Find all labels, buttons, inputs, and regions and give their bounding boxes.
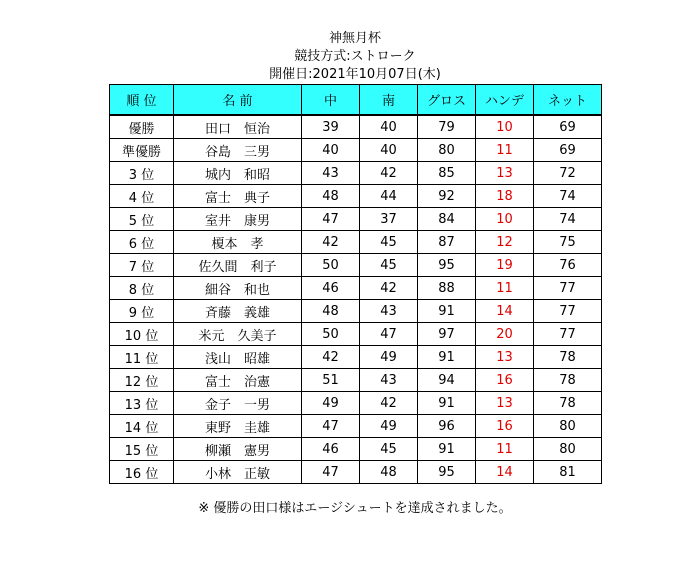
player-name-cell: 室井 康男 xyxy=(174,208,302,231)
rank-cell: 13 位 xyxy=(110,392,174,415)
table-row xyxy=(110,162,602,185)
rank-cell: 3 位 xyxy=(110,162,174,185)
net-cell: 78 xyxy=(534,392,602,415)
out-score-cell: 47 xyxy=(302,415,360,438)
col-out-header: 中 xyxy=(302,85,360,116)
col-in-header: 南 xyxy=(360,85,418,116)
out-score-cell: 46 xyxy=(302,277,360,300)
net-cell: 74 xyxy=(534,208,602,231)
in-score-cell: 44 xyxy=(360,185,418,208)
rank-cell: 5 位 xyxy=(110,208,174,231)
handicap-cell: 18 xyxy=(476,185,534,208)
in-score-cell: 37 xyxy=(360,208,418,231)
handicap-cell: 11 xyxy=(476,139,534,162)
gross-cell: 91 xyxy=(418,438,476,461)
out-score-cell: 47 xyxy=(302,461,360,484)
rank-cell: 準優勝 xyxy=(110,139,174,162)
table-row xyxy=(110,185,602,208)
net-cell: 80 xyxy=(534,438,602,461)
handicap-cell: 13 xyxy=(476,346,534,369)
table-row xyxy=(110,346,602,369)
net-cell: 78 xyxy=(534,369,602,392)
player-name-cell: 柳瀬 憲男 xyxy=(174,438,302,461)
gross-cell: 95 xyxy=(418,254,476,277)
gross-cell: 97 xyxy=(418,323,476,346)
table-row xyxy=(110,438,602,461)
gross-cell: 96 xyxy=(418,415,476,438)
table-row xyxy=(110,231,602,254)
in-score-cell: 42 xyxy=(360,162,418,185)
player-name-cell: 金子 一男 xyxy=(174,392,302,415)
in-score-cell: 45 xyxy=(360,254,418,277)
player-name-cell: 城内 和昭 xyxy=(174,162,302,185)
out-score-cell: 46 xyxy=(302,438,360,461)
handicap-cell: 16 xyxy=(476,369,534,392)
table-row xyxy=(110,300,602,323)
col-gross-header: グロス xyxy=(418,85,476,116)
out-score-cell: 48 xyxy=(302,185,360,208)
gross-cell: 87 xyxy=(418,231,476,254)
rank-cell: 16 位 xyxy=(110,461,174,484)
table-row xyxy=(110,461,602,484)
col-handicap-header: ハンデ xyxy=(476,85,534,116)
table-row xyxy=(110,277,602,300)
rank-cell: 9 位 xyxy=(110,300,174,323)
net-cell: 76 xyxy=(534,254,602,277)
gross-cell: 88 xyxy=(418,277,476,300)
gross-cell: 91 xyxy=(418,346,476,369)
out-score-cell: 48 xyxy=(302,300,360,323)
in-score-cell: 45 xyxy=(360,231,418,254)
net-cell: 80 xyxy=(534,415,602,438)
player-name-cell: 細谷 和也 xyxy=(174,277,302,300)
net-cell: 77 xyxy=(534,323,602,346)
net-cell: 81 xyxy=(534,461,602,484)
handicap-cell: 11 xyxy=(476,277,534,300)
rank-cell: 12 位 xyxy=(110,369,174,392)
player-name-cell: 佐久間 利子 xyxy=(174,254,302,277)
gross-cell: 92 xyxy=(418,185,476,208)
out-score-cell: 49 xyxy=(302,392,360,415)
gross-cell: 95 xyxy=(418,461,476,484)
in-score-cell: 42 xyxy=(360,277,418,300)
in-score-cell: 49 xyxy=(360,346,418,369)
out-score-cell: 50 xyxy=(302,254,360,277)
net-cell: 69 xyxy=(534,115,602,139)
in-score-cell: 45 xyxy=(360,438,418,461)
rank-cell: 11 位 xyxy=(110,346,174,369)
player-name-cell: 斉藤 義雄 xyxy=(174,300,302,323)
table-row xyxy=(110,208,602,231)
net-cell: 78 xyxy=(534,346,602,369)
gross-cell: 80 xyxy=(418,139,476,162)
table-row xyxy=(110,115,602,139)
out-score-cell: 40 xyxy=(302,139,360,162)
in-score-cell: 49 xyxy=(360,415,418,438)
handicap-cell: 10 xyxy=(476,115,534,139)
out-score-cell: 47 xyxy=(302,208,360,231)
handicap-cell: 13 xyxy=(476,162,534,185)
out-score-cell: 39 xyxy=(302,115,360,139)
player-name-cell: 谷島 三男 xyxy=(174,139,302,162)
in-score-cell: 42 xyxy=(360,392,418,415)
player-name-cell: 榎本 孝 xyxy=(174,231,302,254)
table-row xyxy=(110,392,602,415)
table-row xyxy=(110,323,602,346)
out-score-cell: 42 xyxy=(302,231,360,254)
rank-cell: 14 位 xyxy=(110,415,174,438)
net-cell: 69 xyxy=(534,139,602,162)
gross-cell: 79 xyxy=(418,115,476,139)
net-cell: 74 xyxy=(534,185,602,208)
table-row xyxy=(110,254,602,277)
table-row xyxy=(110,139,602,162)
rank-cell: 15 位 xyxy=(110,438,174,461)
competition-format: 競技方式:ストローク xyxy=(294,49,416,64)
rank-cell: 優勝 xyxy=(110,115,174,139)
out-score-cell: 43 xyxy=(302,162,360,185)
handicap-cell: 19 xyxy=(476,254,534,277)
results-table xyxy=(109,84,602,484)
gross-cell: 85 xyxy=(418,162,476,185)
rank-cell: 6 位 xyxy=(110,231,174,254)
handicap-cell: 10 xyxy=(476,208,534,231)
net-cell: 77 xyxy=(534,300,602,323)
net-cell: 72 xyxy=(534,162,602,185)
handicap-cell: 14 xyxy=(476,461,534,484)
col-rank-header: 順 位 xyxy=(110,85,174,116)
net-cell: 77 xyxy=(534,277,602,300)
in-score-cell: 43 xyxy=(360,300,418,323)
col-name-header: 名 前 xyxy=(174,85,302,116)
handicap-cell: 11 xyxy=(476,438,534,461)
handicap-cell: 14 xyxy=(476,300,534,323)
player-name-cell: 小林 正敏 xyxy=(174,461,302,484)
net-cell: 75 xyxy=(534,231,602,254)
col-net-header: ネット xyxy=(534,85,602,116)
table-row xyxy=(110,369,602,392)
rank-cell: 4 位 xyxy=(110,185,174,208)
gross-cell: 91 xyxy=(418,392,476,415)
in-score-cell: 40 xyxy=(360,139,418,162)
in-score-cell: 47 xyxy=(360,323,418,346)
player-name-cell: 田口 恒治 xyxy=(174,115,302,139)
in-score-cell: 48 xyxy=(360,461,418,484)
header-row xyxy=(110,85,602,116)
in-score-cell: 43 xyxy=(360,369,418,392)
rank-cell: 8 位 xyxy=(110,277,174,300)
rank-cell: 7 位 xyxy=(110,254,174,277)
handicap-cell: 20 xyxy=(476,323,534,346)
page-title: 神無月杯 xyxy=(328,31,381,46)
handicap-cell: 12 xyxy=(476,231,534,254)
gross-cell: 91 xyxy=(418,300,476,323)
out-score-cell: 50 xyxy=(302,323,360,346)
gross-cell: 94 xyxy=(418,369,476,392)
player-name-cell: 東野 圭雄 xyxy=(174,415,302,438)
handicap-cell: 16 xyxy=(476,415,534,438)
table-row xyxy=(110,415,602,438)
handicap-cell: 13 xyxy=(476,392,534,415)
player-name-cell: 富士 典子 xyxy=(174,185,302,208)
in-score-cell: 40 xyxy=(360,115,418,139)
results-body xyxy=(110,115,602,484)
out-score-cell: 51 xyxy=(302,369,360,392)
footnote: ※ 優勝の田口様はエージシュートを達成されました。 xyxy=(198,501,512,516)
gross-cell: 84 xyxy=(418,208,476,231)
out-score-cell: 42 xyxy=(302,346,360,369)
event-date: 開催日:2021年10月07日(木) xyxy=(269,67,441,82)
player-name-cell: 浅山 昭雄 xyxy=(174,346,302,369)
rank-cell: 10 位 xyxy=(110,323,174,346)
player-name-cell: 米元 久美子 xyxy=(174,323,302,346)
player-name-cell: 富士 治憲 xyxy=(174,369,302,392)
